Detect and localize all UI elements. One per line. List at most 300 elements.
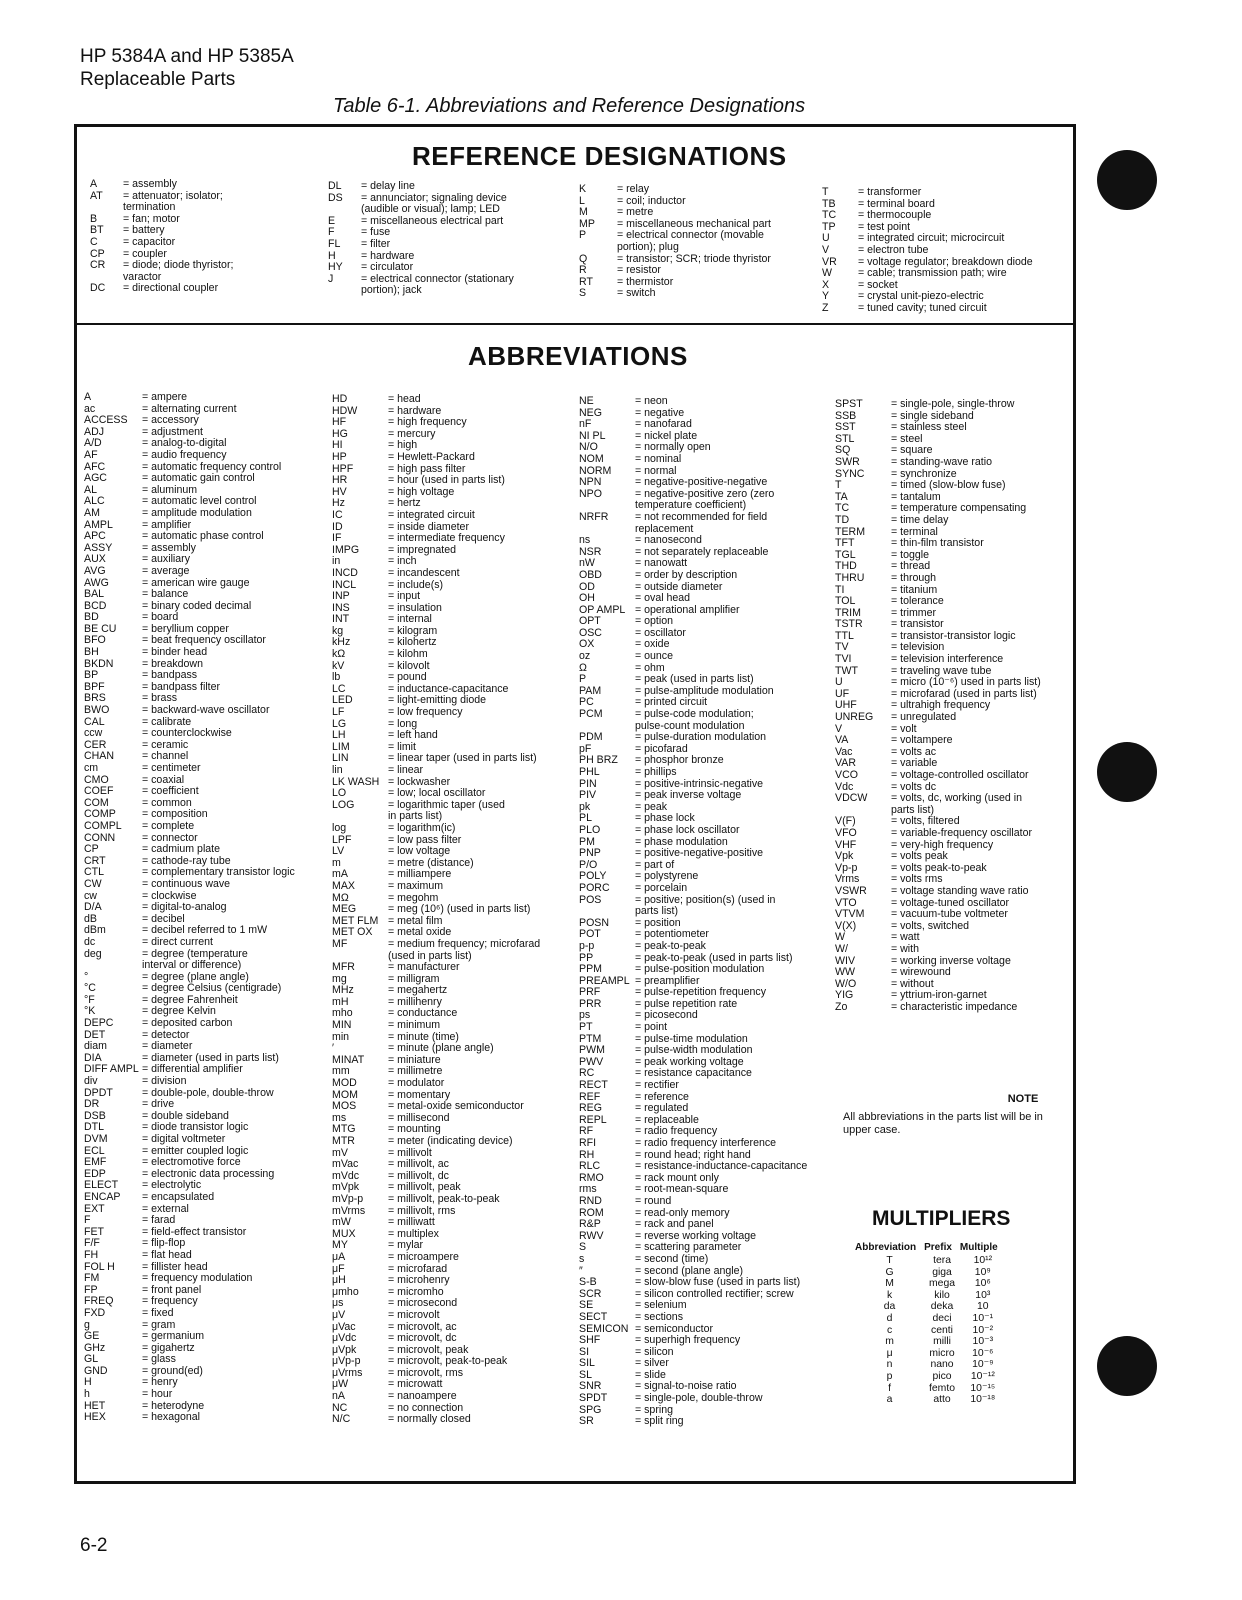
abbreviation-row: [84, 844, 331, 856]
abbreviation-row: [84, 635, 331, 647]
abbreviation-code: K: [579, 183, 587, 195]
abbreviation-definition: = bandpass filter: [142, 680, 221, 693]
ref-column-3: [579, 184, 814, 300]
abbreviation-row: [84, 647, 331, 659]
abbreviation-definition: = electronic data processing: [142, 1167, 275, 1180]
abbreviation-row: [835, 967, 1073, 979]
abbreviation-row: [84, 554, 331, 566]
abbreviation-code: TSTR: [835, 618, 863, 631]
multiplier-row: [855, 1290, 1006, 1302]
abbreviation-code: div: [84, 1075, 98, 1088]
abbreviation-code: NEG: [579, 406, 602, 419]
abbreviation-code: PIV: [579, 789, 597, 802]
abbreviation-definition: = beat frequency oscillator: [142, 634, 266, 647]
abbreviation-definition: = ounce: [635, 650, 673, 663]
abbreviation-row: [579, 454, 841, 466]
multiplier-value: 10⁻³: [972, 1336, 994, 1348]
abbreviation-definition: = attenuator; isolator; termination: [123, 189, 223, 214]
abbreviation-definition: = traveling wave tube: [891, 664, 992, 677]
abbreviation-definition: = momentary: [388, 1088, 451, 1101]
abbreviation-row: [332, 869, 582, 881]
abbreviation-definition: = circulator: [361, 261, 414, 274]
abbreviation-definition: = stainless steel: [891, 421, 967, 434]
abbreviation-definition: = pulse repetition rate: [635, 997, 738, 1010]
abbreviation-row: [835, 596, 1073, 608]
abbreviation-code: COMP: [84, 808, 116, 821]
abbreviation-code: Ω: [579, 661, 587, 674]
abbreviation-code: HY: [328, 261, 343, 274]
abbreviation-row: [84, 601, 331, 613]
abbreviation-row: [332, 591, 582, 603]
abbreviation-definition: = minute (plane angle): [388, 1042, 494, 1055]
abbreviation-definition: = point: [635, 1021, 668, 1034]
abbreviation-definition: = phosphor bronze: [635, 754, 724, 767]
abbreviation-definition: = coil; inductor: [617, 194, 686, 207]
abbreviation-code: BP: [84, 669, 99, 682]
abbreviation-definition: = millivolt: [388, 1146, 432, 1159]
abbreviation-row: [579, 547, 841, 559]
abbreviation-row: [579, 1335, 841, 1347]
abbreviation-definition: = very-high frequency: [891, 838, 994, 851]
abbreviation-code: TI: [835, 583, 845, 596]
abbreviation-code: lin: [332, 764, 343, 776]
abbreviation-definition: = glass: [142, 1353, 176, 1366]
header-line-1: HP 5384A and HP 5385A: [80, 46, 294, 67]
abbreviation-row: [835, 770, 1073, 782]
abbreviation-definition: = binder head: [142, 646, 208, 659]
abbreviation-definition: = phase lock: [635, 812, 695, 825]
abbreviation-definition: = impregnated: [388, 543, 457, 556]
abbreviation-code: MOD: [332, 1077, 357, 1090]
abbreviation-definition: = frequency modulation: [142, 1272, 253, 1285]
ref-column-2: [328, 181, 568, 297]
abbreviation-code: SPST: [835, 398, 863, 410]
abbreviation-row: [84, 566, 331, 578]
abbreviation-definition: = television: [891, 641, 945, 654]
abbreviation-row: [579, 999, 841, 1011]
abbreviation-row: [84, 728, 331, 740]
abbreviation-code: DVM: [84, 1133, 108, 1145]
reference-designation-row: [328, 193, 568, 216]
abbreviation-definition: = fixed: [142, 1306, 174, 1319]
abbreviation-definition: = without: [891, 977, 934, 990]
abbreviation-row: [332, 417, 582, 429]
multiplier-prefix: tera: [933, 1255, 951, 1266]
abbreviation-row: [332, 800, 582, 823]
abbreviation-code: INCD: [332, 566, 358, 579]
abbreviation-definition: = microhenry: [388, 1274, 450, 1287]
abbreviation-definition: = metal film: [388, 914, 443, 927]
multiplier-row: [855, 1359, 1006, 1371]
mult-header-prefix: Prefix: [924, 1242, 952, 1253]
abbreviation-code: °C: [84, 982, 96, 995]
abbreviation-code: kg: [332, 624, 344, 637]
abbreviation-code: SST: [835, 421, 856, 434]
abbreviation-definition: = negative: [635, 406, 685, 419]
abbreviation-row: [579, 686, 841, 698]
abbreviation-definition: = hardware: [388, 404, 442, 417]
abbreviation-definition: = time delay: [891, 513, 949, 526]
multiplier-abbreviation: p: [886, 1370, 893, 1382]
abbreviation-row: [835, 434, 1073, 446]
abbreviation-code: mVp-p: [332, 1192, 364, 1205]
abbreviation-definition: = miniature: [388, 1053, 441, 1066]
abbreviation-definition: = superhigh frequency: [635, 1334, 741, 1347]
ref-column-4: [822, 187, 1072, 315]
abbreviation-row: [579, 605, 841, 617]
abbreviation-row: [332, 510, 582, 522]
ref-column-1: [90, 179, 320, 295]
abbreviation-code: PT: [579, 1021, 593, 1034]
multiplier-prefix: deka: [930, 1301, 954, 1313]
abbreviation-code: IC: [332, 508, 343, 521]
abbreviation-row: [84, 1377, 331, 1389]
abbreviation-row: [84, 1192, 331, 1204]
abbreviation-code: PL: [579, 812, 592, 825]
abbreviation-code: μVpk: [332, 1343, 357, 1356]
abbreviation-code: diam: [84, 1040, 107, 1053]
abbreviation-code: DSB: [84, 1109, 106, 1122]
abbreviation-definition: = hardware: [361, 249, 415, 262]
abbreviation-code: DL: [328, 180, 342, 192]
abbreviation-definition: = sections: [635, 1310, 683, 1323]
abbreviation-definition: = microfarad (used in parts list): [891, 687, 1037, 700]
abbreviation-definition: = coaxial: [142, 773, 185, 786]
abbreviation-row: [84, 1366, 331, 1378]
abbreviation-row: [835, 793, 1073, 816]
reference-designation-row: [328, 274, 568, 297]
abbreviation-definition: = test point: [858, 220, 911, 233]
abbreviation-row: [579, 477, 841, 489]
abbreviation-row: [84, 450, 331, 462]
abbreviation-code: μV: [332, 1308, 346, 1321]
abbreviation-row: [332, 1379, 582, 1391]
abbreviation-definition: = micro (10⁻⁶) used in parts list): [891, 676, 1041, 689]
multiplier-abbreviation: m: [885, 1336, 894, 1348]
multiplier-abbreviation: T: [886, 1255, 893, 1266]
abbreviation-row: [835, 585, 1073, 597]
abbreviation-definition: = reference: [635, 1090, 689, 1103]
abbreviation-row: [835, 724, 1073, 736]
abbreviation-code: OX: [579, 638, 595, 651]
abbreviation-code: LK WASH: [332, 775, 380, 788]
abbreviation-row: [332, 1368, 582, 1380]
abbreviation-row: [332, 1391, 582, 1403]
abbreviation-code: TERM: [835, 525, 866, 538]
abbreviation-definition: = electrical connector (movable portion); plug: [617, 229, 764, 253]
abbreviation-row: [84, 1401, 331, 1413]
abbreviation-definition: = directional coupler: [123, 282, 219, 295]
abbreviation-code: μH: [332, 1274, 346, 1287]
abbreviation-code: R&P: [579, 1218, 601, 1231]
abbreviation-definition: = part of: [635, 858, 675, 871]
abbreviation-row: [84, 578, 331, 590]
reference-designation-row: [579, 254, 814, 266]
abbreviation-definition: = milligram: [388, 972, 440, 985]
multiplier-prefix: kilo: [934, 1289, 950, 1301]
abbreviation-code: SHF: [579, 1334, 601, 1347]
abbreviation-row: [332, 487, 582, 499]
abbreviation-definition: = toggle: [891, 548, 929, 561]
abbreviation-definition: = complete: [142, 819, 195, 832]
abbreviation-code: BH: [84, 646, 99, 659]
abbreviation-row: [332, 1414, 582, 1426]
abbreviation-code: F: [328, 226, 335, 239]
abbreviation-definition: = silver: [635, 1357, 669, 1370]
abbreviation-code: TC: [835, 502, 850, 515]
abbreviation-definition: = alternating current: [142, 402, 237, 415]
abbreviation-code: FM: [84, 1272, 100, 1285]
abbreviation-definition: = conductance: [388, 1007, 458, 1020]
abbreviation-code: ccw: [84, 727, 103, 740]
reference-designation-row: [822, 303, 1072, 315]
abbreviation-definition: = low frequency: [388, 706, 463, 719]
multiplier-value: 10⁹: [974, 1266, 991, 1278]
table-caption: Table 6-1. Abbreviations and Reference Designations: [333, 95, 806, 117]
abbreviation-definition: = volts dc: [891, 780, 937, 793]
abbreviation-row: [579, 1196, 841, 1208]
abbreviation-definition: = millihenry: [388, 995, 442, 1008]
abbreviation-code: HR: [332, 474, 348, 487]
abbreviation-definition: = slide: [635, 1368, 666, 1381]
reference-designation-row: [90, 283, 320, 295]
abbreviation-definition: = coefficient: [142, 785, 199, 798]
abbreviation-row: [579, 408, 841, 420]
abbreviation-code: cw: [84, 889, 97, 902]
multiplier-value: 10⁻¹⁵: [970, 1382, 996, 1394]
abbreviation-definition: = insulation: [388, 601, 442, 614]
abbreviation-row: [84, 705, 331, 717]
abbreviation-code: INP: [332, 590, 350, 603]
abbreviation-row: [835, 1002, 1073, 1014]
abbreviation-code: UNREG: [835, 711, 874, 724]
abbreviation-definition: = working inverse voltage: [891, 954, 1011, 967]
abbreviation-row: [332, 545, 582, 557]
abbreviation-definition: = wirewound: [891, 966, 951, 979]
abbreviation-definition: = double sideband: [142, 1109, 229, 1122]
abbreviation-definition: = minimum: [388, 1019, 441, 1032]
abbreviation-code: RMO: [579, 1171, 604, 1184]
abbreviation-code: BAL: [84, 588, 105, 601]
abbreviation-definition: = peak (used in parts list): [635, 673, 754, 686]
abbreviation-code: PTM: [579, 1032, 602, 1045]
binder-hole-bottom: [1097, 1336, 1157, 1396]
abbreviation-definition: = split ring: [635, 1415, 684, 1428]
abbreviation-code: BRS: [84, 692, 106, 705]
abbreviation-code: VCO: [835, 769, 858, 781]
abbreviation-code: SIL: [579, 1357, 595, 1370]
abbreviation-definition: = positive; position(s) (used in parts list): [635, 893, 776, 918]
abbreviation-code: ROM: [579, 1206, 604, 1219]
abbreviation-definition: = left hand: [388, 729, 438, 742]
abbreviation-row: [332, 985, 582, 997]
abbreviation-row: [84, 1088, 331, 1100]
abbreviation-code: FL: [328, 237, 341, 250]
abbreviation-definition: = thermocouple: [858, 209, 932, 222]
abbreviation-definition: = transistor-transistor logic: [891, 629, 1016, 642]
abbreviation-definition: = average: [142, 564, 190, 577]
abbreviation-definition: = encapsulated: [142, 1190, 215, 1203]
abbreviation-definition: = oscillator: [635, 626, 686, 639]
abbreviation-code: ac: [84, 402, 96, 415]
abbreviation-code: VR: [822, 255, 837, 268]
abbreviation-definition: = oval head: [635, 592, 691, 605]
abbreviation-code: FP: [84, 1283, 98, 1296]
abbreviation-code: S: [579, 1241, 587, 1254]
abbreviation-code: dc: [84, 935, 96, 948]
abbreviation-row: [332, 1101, 582, 1113]
abbreviation-definition: = high: [388, 439, 418, 452]
abbreviation-definition: = ampere: [142, 391, 188, 403]
abbreviation-code: OP AMPL: [579, 603, 626, 616]
abbreviation-definition: = ultrahigh frequency: [891, 699, 991, 712]
mult-header-abbreviation: Abbreviation: [855, 1242, 917, 1253]
abbreviation-code: LIN: [332, 752, 349, 765]
abbreviation-row: [84, 508, 331, 520]
abbreviation-definition: = front panel: [142, 1283, 202, 1296]
abbreviation-row: [84, 415, 331, 427]
abbreviation-code: μF: [332, 1262, 345, 1275]
abbreviation-code: NPO: [579, 487, 602, 500]
abbreviation-row: [835, 631, 1073, 643]
abbreviation-definition: = coupler: [123, 247, 167, 260]
abbreviation-code: MF: [332, 937, 348, 950]
abbreviation-code: AM: [84, 506, 100, 519]
multiplier-value: 10¹²: [973, 1255, 993, 1266]
page-number: 6-2: [80, 1535, 108, 1556]
abbreviation-code: μA: [332, 1250, 346, 1263]
abbreviation-definition: = tolerance: [891, 595, 944, 608]
abbreviation-row: [579, 1289, 841, 1301]
abbreviation-code: AF: [84, 448, 98, 461]
abbreviation-code: SQ: [835, 444, 851, 457]
abbreviation-row: [84, 1320, 331, 1332]
abbreviation-row: [835, 573, 1073, 585]
abbreviation-code: COM: [84, 796, 109, 809]
abbreviation-definition: = polystyrene: [635, 870, 699, 883]
abbreviation-definition: = tuned cavity; tuned circuit: [858, 301, 987, 314]
abbreviation-code: Z: [822, 301, 829, 314]
abbreviation-row: [579, 1358, 841, 1370]
abbreviation-definition: = volts ac: [891, 745, 937, 758]
abbreviation-code: LC: [332, 682, 346, 695]
abbreviation-row: [579, 1080, 841, 1092]
abbreviation-row: [579, 871, 841, 883]
abbreviation-row: [84, 1308, 331, 1320]
abbreviation-code: Vpk: [835, 850, 854, 863]
abbreviation-definition: = root-mean-square: [635, 1183, 729, 1196]
abbreviation-definition: = audio frequency: [142, 448, 227, 461]
abbreviation-row: [84, 1215, 331, 1227]
abbreviation-code: MUX: [332, 1227, 356, 1240]
abbreviation-definition: = peak-to-peak: [635, 939, 706, 952]
abbreviation-definition: = composition: [142, 808, 208, 821]
abbreviation-code: DPDT: [84, 1086, 113, 1099]
abbreviation-row: [84, 949, 331, 972]
abbreviation-row: [579, 1092, 841, 1104]
abbreviation-row: [579, 1022, 841, 1034]
abbreviation-definition: = terminal: [891, 525, 938, 538]
abbreviation-code: H: [84, 1376, 92, 1389]
abbreviation-code: ACCESS: [84, 414, 128, 427]
header-line-2: Replaceable Parts: [80, 69, 236, 90]
abbreviation-row: [84, 1134, 331, 1146]
abbreviation-code: CRT: [84, 854, 106, 867]
abbreviation-row: [579, 651, 841, 663]
abbreviation-definition: = flat head: [142, 1248, 192, 1261]
abbreviation-code: ms: [332, 1111, 347, 1124]
abbreviation-definition: = phase modulation: [635, 835, 728, 848]
abbreviation-definition: = differential amplifier: [142, 1063, 243, 1076]
abbreviation-code: TP: [822, 220, 836, 233]
abbreviation-definition: = microvolt: [388, 1308, 440, 1321]
abbreviation-definition: = automatic phase control: [142, 530, 264, 543]
abbreviation-code: MINAT: [332, 1053, 365, 1066]
abbreviation-code: mV: [332, 1146, 348, 1159]
abbreviation-code: MIN: [332, 1019, 352, 1032]
abbreviation-definition: = characteristic impedance: [891, 1000, 1018, 1013]
abbreviation-code: TC: [822, 209, 837, 222]
abbreviation-definition: = pulse-repetition frequency: [635, 986, 767, 999]
abbreviation-definition: = double-pole, double-throw: [142, 1086, 274, 1099]
abbreviation-row: [332, 614, 582, 626]
abbreviation-definition: = henry: [142, 1376, 178, 1389]
abbreviation-code: PPM: [579, 963, 602, 976]
abbreviation-row: [332, 1252, 582, 1264]
abbreviation-definition: = pulse-width modulation: [635, 1044, 753, 1057]
abbreviation-code: N/C: [332, 1413, 351, 1426]
abbreviation-definition: = connector: [142, 831, 198, 844]
abbreviation-row: [835, 712, 1073, 724]
abbreviation-row: [579, 895, 841, 918]
multiplier-row: [855, 1336, 1006, 1348]
abbreviation-row: [332, 394, 582, 406]
abbreviation-code: μmho: [332, 1285, 359, 1298]
abbreviation-definition: = kilogram: [388, 624, 438, 637]
abbreviation-code: U: [822, 232, 830, 245]
abbreviation-definition: = meter (indicating device): [388, 1135, 513, 1147]
abbreviation-definition: = negative-positive-negative: [635, 476, 768, 489]
abbreviation-code: VTVM: [835, 908, 865, 921]
abbreviation-code: kΩ: [332, 648, 346, 661]
abbreviation-definition: = balance: [142, 588, 189, 601]
abbreviation-row: [579, 929, 841, 941]
abbreviation-code: ADJ: [84, 425, 105, 438]
abbreviation-definition: = cable; transmission path; wire: [858, 267, 1007, 280]
abbreviation-row: [84, 902, 331, 914]
abbreviation-code: YIG: [835, 989, 854, 1002]
abbreviation-code: FET: [84, 1225, 105, 1238]
abbreviation-definition: = Hewlett-Packard: [388, 450, 475, 463]
abbreviation-code: PHL: [579, 766, 600, 778]
abbreviation-code: C: [90, 235, 98, 248]
abbreviation-definition: = through: [891, 571, 937, 584]
abbreviation-code: TD: [835, 513, 850, 526]
abbreviation-row: [579, 1068, 841, 1080]
abbreviation-definition: = direct current: [142, 935, 213, 948]
abbreviation-definition: = decibel referred to 1 mW: [142, 924, 268, 937]
abbreviation-row: [579, 512, 841, 535]
abbreviation-definition: = vacuum-tube voltmeter: [891, 908, 1008, 921]
abbreviation-definition: = yttrium-iron-garnet: [891, 989, 987, 1002]
abbreviation-definition: = second (plane angle): [635, 1264, 744, 1277]
abbreviation-definition: = farad: [142, 1214, 176, 1227]
abbreviation-row: [84, 1169, 331, 1181]
abbreviation-row: [332, 858, 582, 870]
abbreviation-row: [84, 879, 331, 891]
abbreviation-code: DS: [328, 191, 343, 204]
abbreviation-row: [84, 786, 331, 798]
